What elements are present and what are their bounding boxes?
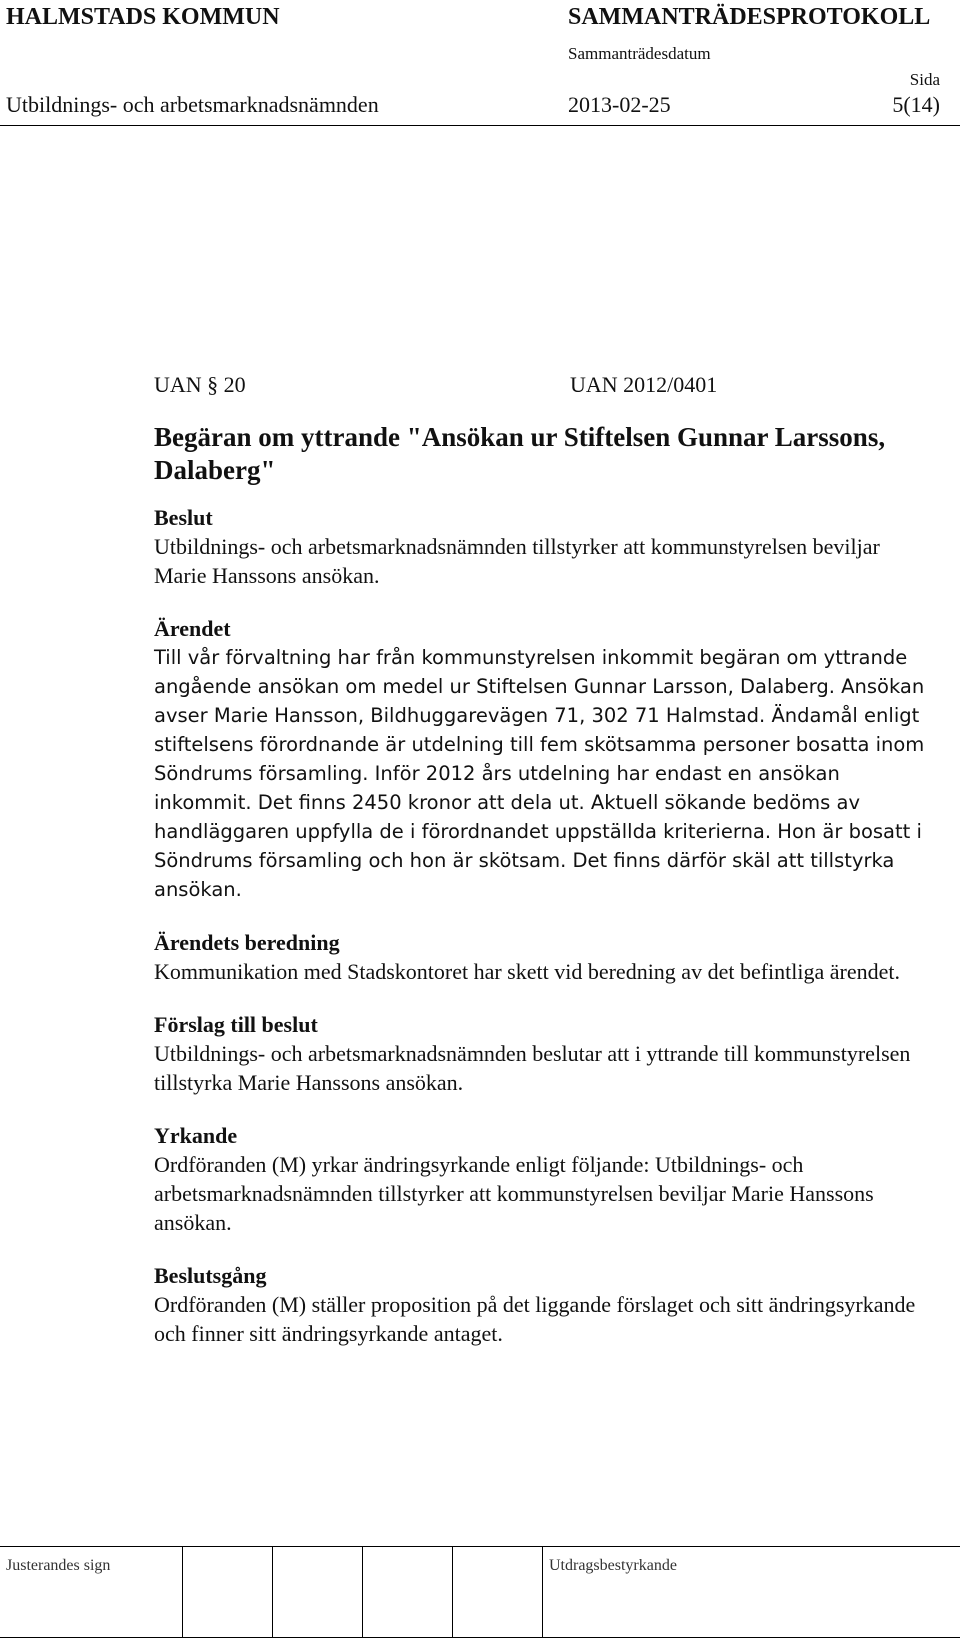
section-beredning xyxy=(154,928,934,986)
committee-name: Utbildnings- och arbetsmarknadsnämnden xyxy=(6,92,379,117)
case-reference: UAN 2012/0401 xyxy=(570,372,718,397)
item-title: Begäran om yttrande "Ansökan ur Stiftelsen Gunnar Larssons, Dalaberg" xyxy=(154,422,886,485)
section-heading: Beslutsgång xyxy=(154,1263,267,1288)
section-forslag xyxy=(154,1010,934,1097)
section-yrkande xyxy=(154,1121,934,1237)
item-number: UAN § 20 xyxy=(154,372,246,397)
signature-table xyxy=(0,1546,960,1638)
section-heading: Beslut xyxy=(154,505,213,530)
sign-box-3 xyxy=(363,1547,453,1637)
section-text: Ordföranden (M) yrkar ändringsyrkande enligt följande: Utbildnings- och arbetsmarknadsnämnden tillstyrker att kommunstyrelsen beviljar Marie Hanssons ansökan. xyxy=(154,1152,874,1235)
extract-label: Utdragsbestyrkande xyxy=(549,1557,677,1574)
header-divider xyxy=(0,125,960,126)
sign-box-2 xyxy=(273,1547,363,1637)
date-label: Sammanträdesdatum xyxy=(568,44,711,63)
section-heading: Förslag till beslut xyxy=(154,1012,318,1037)
sign-label: Justerandes sign xyxy=(6,1557,111,1574)
section-text: Kommunikation med Stadskontoret har skett vid beredning av det befintliga ärendet. xyxy=(154,959,900,984)
item-reference-row xyxy=(154,370,934,399)
document-body xyxy=(154,370,934,1372)
extract-cell xyxy=(543,1547,960,1637)
sign-box-1 xyxy=(183,1547,273,1637)
section-heading: Ärendets beredning xyxy=(154,930,340,955)
section-arendet xyxy=(154,614,934,904)
section-beslut xyxy=(154,503,934,590)
section-text: Till vår förvaltning har från kommunstyrelsen inkommit begäran om yttrande angående ansökan om medel ur Stiftelsen Gunnar Larsson, Dalaberg. Ansökan avser Marie Hansson, Bildhuggarevägen 71, 302 71 Halmstad. Ändamål enligt stiftelsens förordnande är utdelning till fem skötsamma personer bosatta inom Söndrums församling. Inför 2012 års utdelning har endast en ansökan inkommit. Det finns 2450 kronor att dela ut. Aktuell sökande bedöms av handläggaren uppfylla de i förordnandet uppställda kriterierna. Hon är bosatt i Söndrums församling och hon är skötsam. Det finns därför skäl att tillstyrka ansökan. xyxy=(154,646,925,901)
sign-label-cell xyxy=(0,1547,183,1637)
meeting-date: 2013-02-25 xyxy=(568,92,671,117)
sign-box-4 xyxy=(453,1547,543,1637)
section-heading: Ärendet xyxy=(154,616,231,641)
section-heading: Yrkande xyxy=(154,1123,238,1148)
document-type: SAMMANTRÄDESPROTOKOLL xyxy=(568,4,931,30)
page-label: Sida xyxy=(909,70,940,89)
section-text: Ordföranden (M) ställer proposition på det liggande förslaget och sitt ändringsyrkande och finner sitt ändringsyrkande antaget. xyxy=(154,1292,916,1346)
section-text: Utbildnings- och arbetsmarknadsnämnden beslutar att i yttrande till kommunstyrelsen tillstyrka Marie Hanssons ansökan. xyxy=(154,1041,911,1095)
organization-name: HALMSTADS KOMMUN xyxy=(6,4,280,30)
section-beslutsgang xyxy=(154,1261,934,1348)
section-text: Utbildnings- och arbetsmarknadsnämnden tillstyrker att kommunstyrelsen beviljar Marie Hanssons ansökan. xyxy=(154,534,880,588)
page-number: 5(14) xyxy=(892,92,940,117)
